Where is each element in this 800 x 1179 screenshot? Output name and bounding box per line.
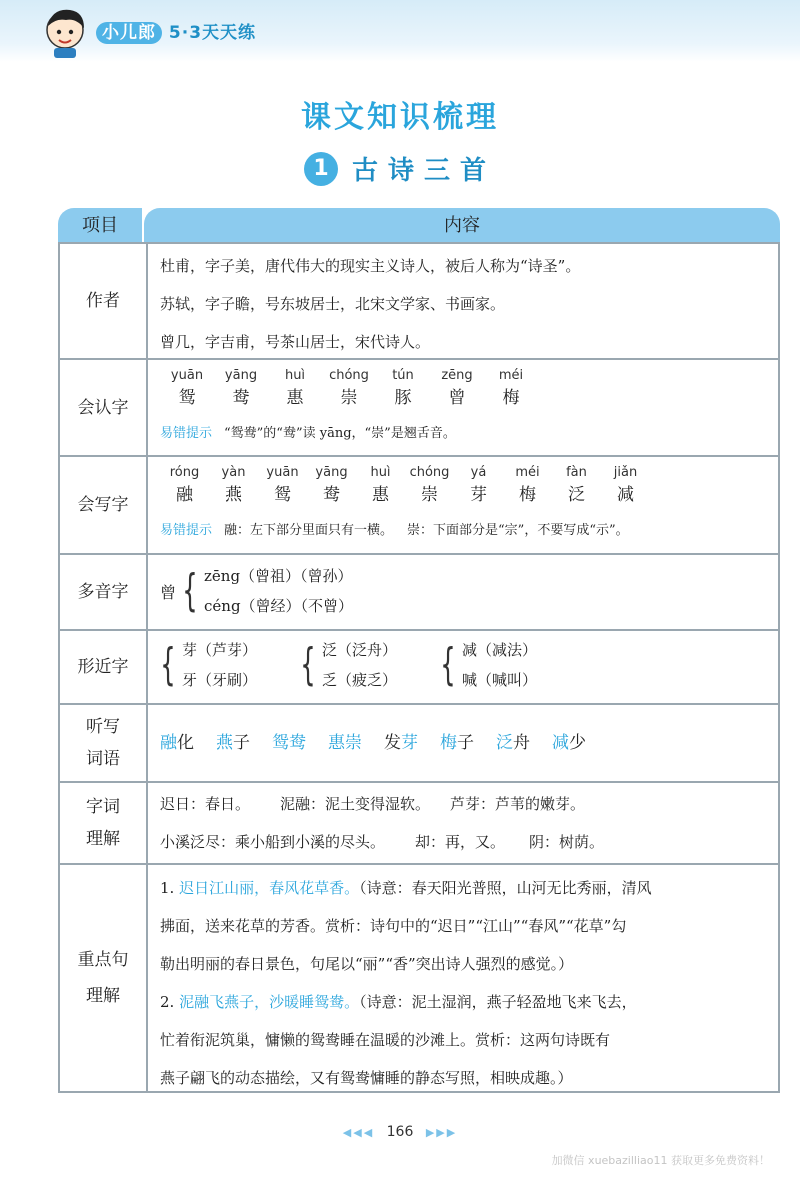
watermark: 加微信 xuebazilliao11 获取更多免费资料！ (551, 1154, 770, 1167)
sentence-line: 2. 泥融飞燕子，沙暖睡鸳鸯。（诗意：泥土湿润，燕子轻盈地飞来飞去， (160, 993, 637, 1011)
character: 减 (617, 485, 634, 505)
similar-char: 泛（泛舟） (322, 641, 398, 659)
brace-icon: { (160, 639, 176, 690)
dictation-word: 鸳鸯 (272, 733, 306, 753)
pinyin-row (160, 366, 766, 386)
page-number: 166 (386, 1124, 414, 1140)
sentence-line: 燕子翩飞的动态描绘，又有鸳鸯慵睡的静态写照，相映成趣。） (160, 1069, 573, 1087)
character: 融 (176, 485, 193, 505)
word-meaning-line: 迟日：春日。 泥融：泥土变得湿软。 芦芽：芦苇的嫩芽。 (160, 795, 586, 813)
character: 梅 (502, 388, 520, 408)
similar-char: 乏（疲乏） (322, 671, 398, 689)
column-header-content: 内容 (144, 208, 780, 242)
dictation-word: 融化 (160, 733, 194, 753)
row-label: 作者 (60, 244, 148, 358)
character: 崇 (340, 388, 358, 408)
row-label: 字词 理解 (60, 783, 148, 863)
page-title: 课文知识梳理 (301, 100, 499, 135)
character: 豚 (394, 388, 412, 408)
character-row (160, 483, 766, 507)
sentence-line: 拂面，送来花草的芳香。赏析：诗句中的“迟日”“江山”“春风”“花草”勾 (160, 917, 627, 935)
table-header (58, 208, 780, 242)
sentence-line: 勒出明丽的春日景色，句尾以“丽”“香”突出诗人强烈的感觉。） (160, 955, 574, 973)
pinyin: huì (284, 368, 306, 383)
knowledge-table (58, 208, 780, 1093)
similar-char: 喊（喊叫） (462, 671, 538, 689)
right-arrows-icon: ▶▶▶ (425, 1126, 458, 1139)
pinyin: yāng (315, 465, 348, 480)
reading: céng（曾经）（不曾） (204, 597, 354, 615)
pinyin: yá (470, 465, 487, 480)
brand-logo: 小儿郎 5·3天天练 (96, 18, 256, 43)
dictation-word: 燕子 (216, 733, 250, 753)
dictation-word: 泛舟 (496, 733, 530, 753)
pinyin-row (160, 463, 766, 483)
row-label: 多音字 (60, 555, 148, 629)
pinyin: yuān (266, 465, 299, 480)
dictation-word: 惠崇 (328, 733, 362, 753)
tip-text: 融：左下部分里面只有一横。 (224, 523, 394, 538)
character: 芽 (470, 485, 487, 505)
pinyin: yuān (170, 368, 204, 383)
similar-char: 牙（牙刷） (182, 671, 258, 689)
pinyin: méi (498, 368, 524, 383)
table-row-author (58, 242, 780, 360)
word-meaning-line: 小溪泛尽：乘小船到小溪的尽头。 却：再，又。 阴：树荫。 (160, 833, 605, 851)
table-row-similar (58, 631, 780, 705)
character: 鸳 (274, 485, 291, 505)
character: 曾 (448, 388, 466, 408)
pinyin: yàn (221, 465, 246, 480)
sentence-line: 忙着衔泥筑巢，慵懒的鸳鸯睡在温暖的沙滩上。赏析：这两句诗既有 (160, 1031, 611, 1049)
lesson-heading (0, 150, 800, 189)
author-line: 杜甫，字子美，唐代伟大的现实主义诗人，被后人称为“诗圣”。 (160, 257, 581, 275)
pinyin: chóng (409, 465, 450, 480)
character: 燕 (225, 485, 242, 505)
table-row-key-sentences (58, 865, 780, 1093)
table-row-polyphone (58, 555, 780, 631)
pinyin: zēng (441, 368, 473, 383)
dictation-word: 梅子 (440, 733, 474, 753)
table-row-dictation (58, 705, 780, 783)
tip-label: 易错提示 (160, 523, 213, 538)
brace-icon: { (440, 639, 456, 690)
table-row-word-meaning (58, 783, 780, 865)
similar-char: 减（减法） (462, 641, 538, 659)
character: 泛 (568, 485, 585, 505)
sentence-line: 1. 迟日江山丽，春风花草香。（诗意：春天阳光普照，山河无比秀丽，清风 (160, 879, 652, 897)
table-row-recognize (58, 360, 780, 457)
row-label: 形近字 (60, 631, 148, 703)
lesson-title: 古诗三首 (351, 156, 496, 186)
error-tip (160, 519, 766, 538)
dictation-word: 发芽 (384, 733, 418, 753)
dictation-word: 减少 (552, 733, 586, 753)
row-label: 重点句 理解 (60, 865, 148, 1091)
mascot-logo-icon (40, 4, 90, 58)
row-label: 会认字 (60, 360, 148, 455)
column-header-item: 项目 (58, 208, 142, 242)
pinyin: méi (515, 465, 540, 480)
brace-icon: { (182, 565, 198, 616)
character: 崇 (421, 485, 438, 505)
reading: zēng（曾祖）（曾孙） (204, 567, 353, 585)
table-row-write (58, 457, 780, 555)
author-line: 曾几，字吉甫，号茶山居士，宋代诗人。 (160, 333, 431, 351)
left-arrows-icon: ◀◀◀ (342, 1126, 375, 1139)
author-line: 苏轼，字子瞻，号东坡居士，北宋文学家、书画家。 (160, 295, 506, 313)
pinyin: huì (370, 465, 391, 480)
tip-label: 易错提示 (160, 426, 213, 441)
character: 鸯 (323, 485, 340, 505)
character: 鸳 (178, 388, 196, 408)
similar-char: 芽（芦芽） (182, 641, 258, 659)
character: 梅 (519, 485, 536, 505)
lesson-number-badge: 1 (304, 152, 338, 186)
pinyin: jiǎn (613, 465, 638, 480)
error-tip (160, 422, 766, 441)
page-footer (0, 1124, 800, 1140)
pinyin: tún (392, 368, 414, 383)
pinyin: fàn (566, 465, 587, 480)
pinyin: róng (169, 465, 200, 480)
character-row (160, 386, 766, 410)
brace-icon: { (300, 639, 316, 690)
tip-text: 崇：下面部分是“宗”，不要写成“示”。 (407, 523, 629, 538)
tip-text: “鸳鸯”的“鸯”读 yāng，“崇”是翘舌音。 (224, 426, 456, 441)
character: 惠 (372, 485, 389, 505)
row-label: 听写 词语 (60, 705, 148, 781)
pinyin: yāng (224, 368, 258, 383)
row-label: 会写字 (60, 457, 148, 553)
polyphone-char: 曾 (160, 582, 177, 602)
character: 惠 (286, 388, 304, 408)
pinyin: chóng (329, 368, 369, 383)
character: 鸯 (232, 388, 250, 408)
